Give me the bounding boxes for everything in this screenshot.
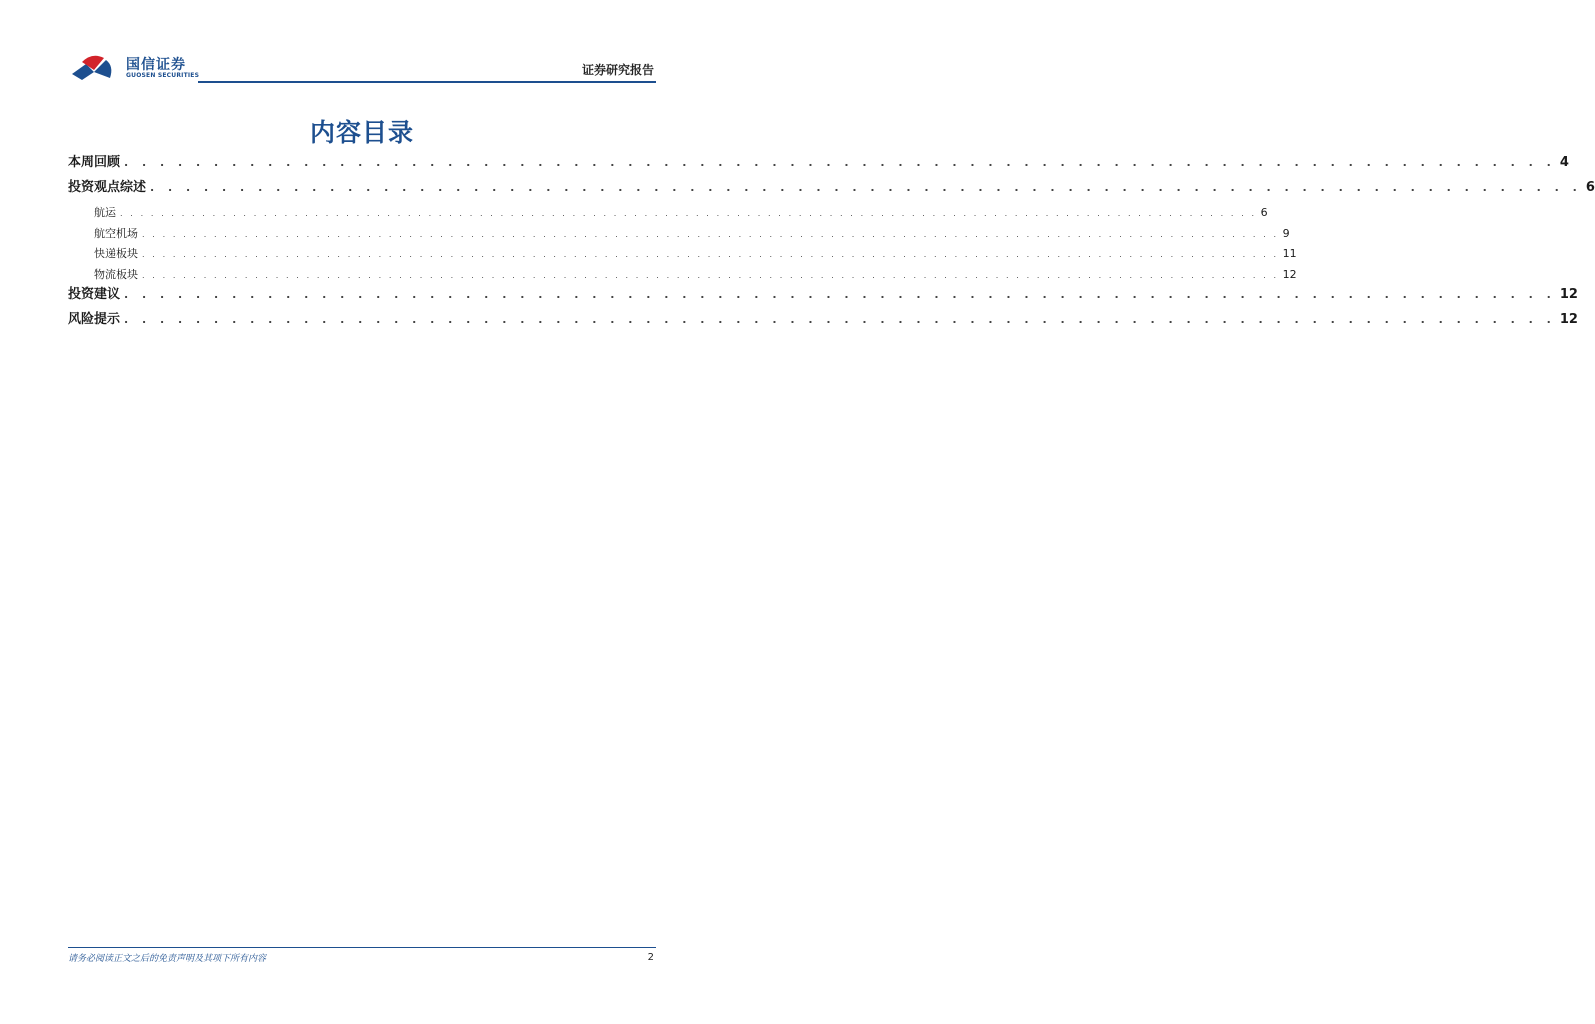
- toc-entry-label: 本周回顾: [68, 155, 121, 170]
- logo-english-name: GUOSEN SECURITIES: [126, 72, 200, 79]
- toc-entry-logistics[interactable]: [68, 265, 1297, 286]
- footer-divider: [68, 947, 656, 948]
- toc-entry-aviation-airports[interactable]: [68, 224, 1290, 245]
- toc-entry-label: 投资建议: [68, 287, 121, 302]
- toc-entry-label: 物流板块: [94, 267, 138, 281]
- toc-leader-dots: . . . . . . . . . . . . . . . . . . . . . . . . . . . . . . . . . . . . . . . . . . . . . . . . . . . . . . . . . . . . . . . . . . . . . . . . . . . . . . . .: [150, 181, 1582, 194]
- toc-entry-label: 航空机场: [94, 226, 138, 240]
- page-header: [68, 50, 656, 84]
- toc-entry-page: 4: [1559, 155, 1569, 170]
- toc-leader-dots: . . . . . . . . . . . . . . . . . . . . . . . . . . . . . . . . . . . . . . . . . . . . . . . . . . . . . . . . . . . . . . . . . . . . . . . . . . . . . . . .: [124, 313, 1556, 326]
- toc-entry-page: 6: [1260, 206, 1268, 219]
- guosen-logo-mark-icon: [70, 52, 118, 82]
- toc-entry-label: 航运: [94, 206, 116, 219]
- toc-entry-weekly-review[interactable]: [68, 153, 1569, 178]
- footer-disclaimer: 请务必阅读正文之后的免责声明及其项下所有内容: [68, 954, 267, 964]
- toc-leader-dots: . . . . . . . . . . . . . . . . . . . . . . . . . . . . . . . . . . . . . . . . . . . . . . . . . . . . . . . . . . . . . . . . . . . . . . . . . . . . . . . . . . . . . . . . . . . . . . . . . . . . . . . . . . . . . . .: [120, 209, 1257, 218]
- toc-entry-page: 6: [1585, 180, 1595, 195]
- toc-entry-page: 12: [1559, 312, 1578, 327]
- logo-chinese-name: 国信证券: [126, 57, 186, 73]
- toc-entry-risk-warning[interactable]: [68, 310, 1578, 335]
- toc-entry-page: 9: [1282, 226, 1290, 240]
- toc-entry-express-delivery[interactable]: [68, 244, 1297, 265]
- guosen-logo: [70, 52, 210, 82]
- toc-leader-dots: . . . . . . . . . . . . . . . . . . . . . . . . . . . . . . . . . . . . . . . . . . . . . . . . . . . . . . . . . . . . . . . . . . . . . . . . . . . . . . . . . . . . . . . . . . . . . . . . . . . . . . . . . . . . . . .: [142, 270, 1279, 280]
- toc-leader-dots: . . . . . . . . . . . . . . . . . . . . . . . . . . . . . . . . . . . . . . . . . . . . . . . . . . . . . . . . . . . . . . . . . . . . . . . . . . . . . . . .: [124, 156, 1556, 169]
- toc-entry-investment-overview[interactable]: [68, 178, 1595, 203]
- toc-leader-dots: . . . . . . . . . . . . . . . . . . . . . . . . . . . . . . . . . . . . . . . . . . . . . . . . . . . . . . . . . . . . . . . . . . . . . . . . . . . . . . . .: [124, 288, 1556, 301]
- toc-entry-page: 12: [1559, 287, 1578, 302]
- toc-entry-label: 风险提示: [68, 312, 121, 327]
- page-number: 2: [647, 952, 654, 963]
- toc-entry-label: 投资观点综述: [68, 180, 147, 195]
- toc-entry-investment-advice[interactable]: [68, 285, 1578, 310]
- toc-entry-page: 12: [1282, 267, 1297, 281]
- report-type-label: 证券研究报告: [581, 63, 654, 77]
- toc-leader-dots: . . . . . . . . . . . . . . . . . . . . . . . . . . . . . . . . . . . . . . . . . . . . . . . . . . . . . . . . . . . . . . . . . . . . . . . . . . . . . . . . . . . . . . . . . . . . . . . . . . . . . . . . . . . . . . .: [142, 250, 1279, 259]
- table-of-contents: [68, 153, 1595, 335]
- header-divider: [198, 81, 656, 83]
- toc-title: 内容目录: [309, 118, 414, 147]
- toc-entry-page: 11: [1282, 247, 1297, 260]
- toc-entry-label: 快递板块: [94, 247, 138, 260]
- toc-entry-shipping[interactable]: [68, 203, 1268, 224]
- toc-leader-dots: . . . . . . . . . . . . . . . . . . . . . . . . . . . . . . . . . . . . . . . . . . . . . . . . . . . . . . . . . . . . . . . . . . . . . . . . . . . . . . . . . . . . . . . . . . . . . . . . . . . . . . . . . . . . . . .: [142, 229, 1279, 239]
